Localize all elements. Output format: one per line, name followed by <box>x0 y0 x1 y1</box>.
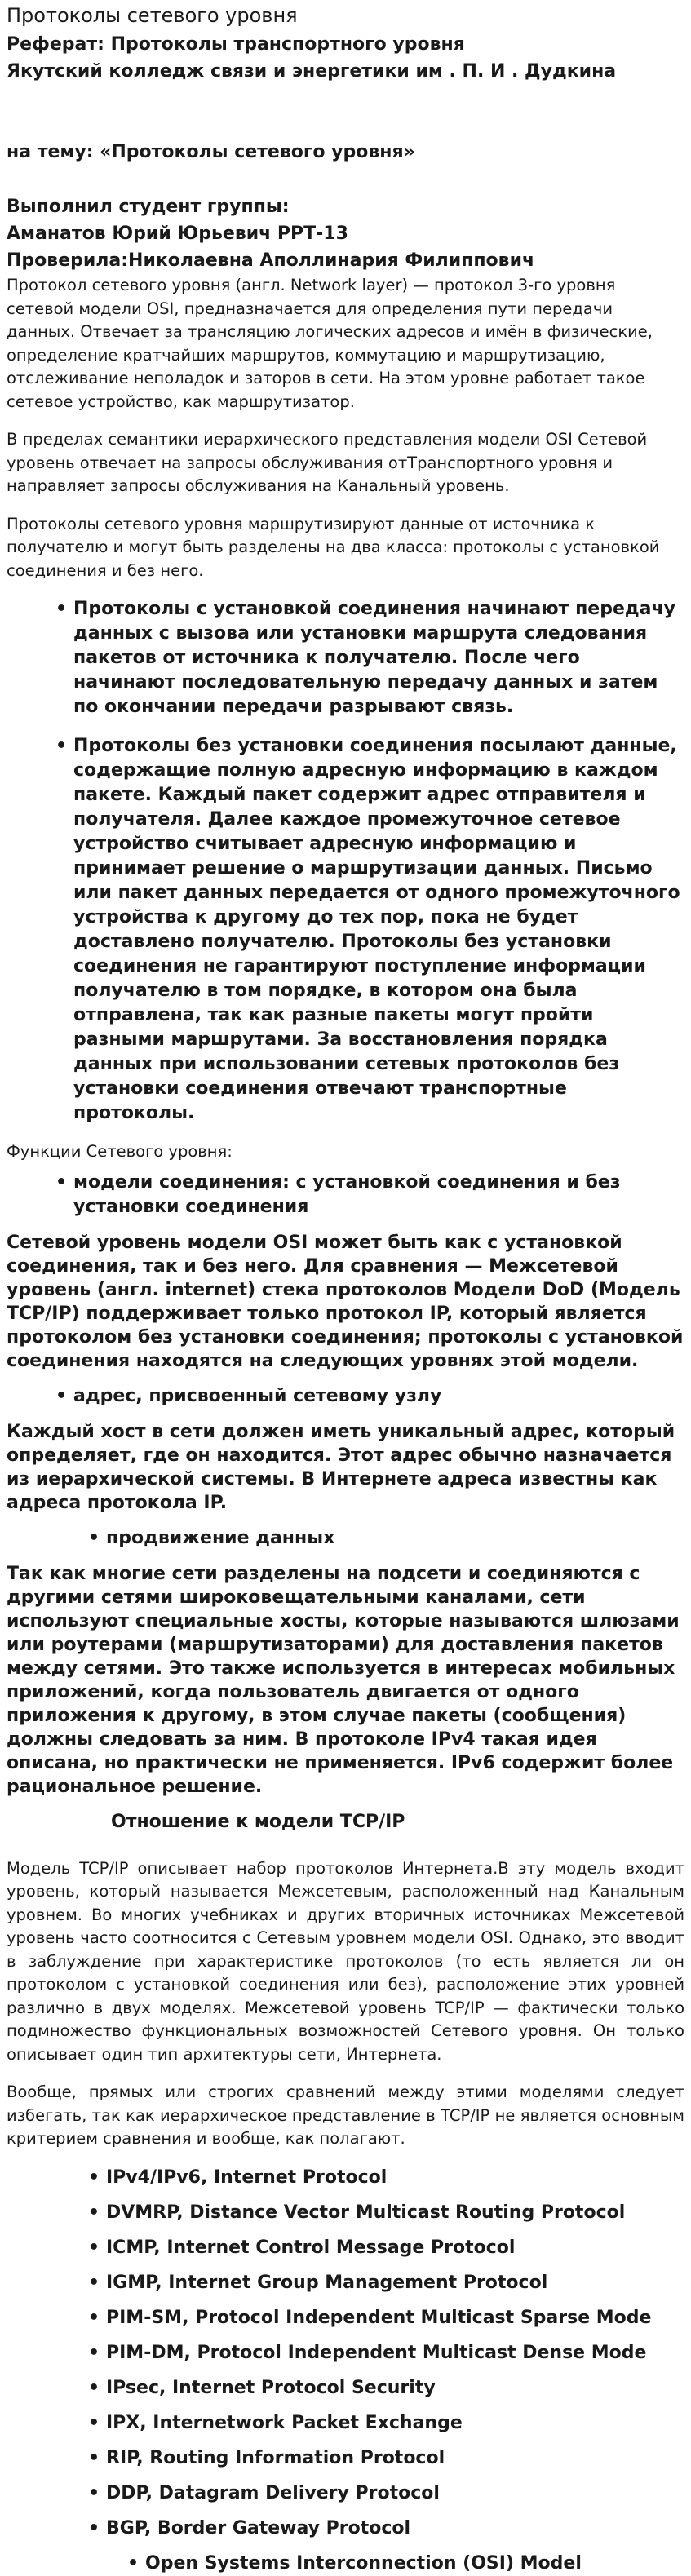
intro-paragraph-3: Протоколы сетевого уровня маршрутизируют данные от источника к получателю и могут быть разделены на два класса: протоколы с установкой соединения и без него. <box>7 514 660 580</box>
list-item: • PIM-DM, Protocol Independent Multicast Dense Mode <box>106 2341 684 2366</box>
list-item: • адрес, присвоенный сетевому узлу <box>73 1384 684 1409</box>
tcpip-paragraph-1: Модель TCP/IP описывает набор протоколов Интернета.В эту модель входит уровень, который называется Межсетевым, расположенный над Канальным уровнем. Во многих учебниках и других вторичных источниках Межсетевой уровень часто соотносится с Сетевым уровнем модели OSI. Однако, это вводит в заблуждение при характеристике протоколов (то есть является ли он протоколом с установкой соединения или без), расположение этих уровней различно в двух моделях. Межсетевой уровень TCP/IP — фактически только подмножество функциональных возможностей Сетевого уровня. Он только описывает один тип архитектуры сети, Интернета. <box>7 1858 684 2064</box>
student-name: Аманатов Юрий Юрьевич РРТ-13 <box>7 224 348 244</box>
list-item: • ICMP, Internet Control Message Protocol <box>106 2236 684 2260</box>
list-item: • DVMRP, Distance Vector Multicast Routing Protocol <box>106 2201 684 2225</box>
college-name: Якутский колледж связи и энергетики им . П. И . Дудкина <box>7 61 617 82</box>
page-title: Протоколы сетевого уровня <box>7 4 298 27</box>
functions-paragraph-2: Каждый хост в сети должен иметь уникальный адрес, который определяет, где он находится. Этот адрес обычно назначается из иерархической системы. В Интернете адреса известны как адреса протокола IP. <box>7 1421 675 1513</box>
list-item: • DDP, Datagram Delivery Protocol <box>106 2481 684 2506</box>
list-item: • RIP, Routing Information Protocol <box>106 2446 684 2471</box>
protocol-classes-list <box>7 597 684 1126</box>
list-item: • IPX, Internetwork Packet Exchange <box>106 2411 684 2436</box>
intro-paragraph-2: В пределах семантики иерархического представления модели OSI Сетевой уровень отвечает на запросы обслуживания отТранспортного уровня и направляет запросы обслуживания на Канальный уровень. <box>7 430 648 495</box>
intro-paragraph-1: Протокол сетевого уровня (англ. Network layer) — протокол 3-го уровня сетевой модели OSI, предназначается для определения пути передачи данных. Отвечает за трансляцию логических адресов и имён в физические, определение кратчайших маршрутов, коммутацию и маршрутизацию, отслеживание неполадок и заторов в сети. На этом уровне работает такое сетевое устройство, как маршрутизатор. <box>7 276 653 411</box>
functions-paragraph-3: Так как многие сети разделены на подсети и соединяются с другими сетями широковещательными каналами, сети используют специальные хосты, которые называются шлюзами или роутерами (маршрутизаторами) для доставления пакетов между сетями. Это также используется в интересах мобильных приложений, когда пользователь двигается от одного приложения к другому, в этом случае пакеты (сообщения) должны следовать за ним. В протоколе IPv4 такая идея описана, но практически не применяется. IPv6 содержит более рациональное решение. <box>7 1563 680 1797</box>
protocols-list <box>7 2166 684 2541</box>
student-label: Выполнил студент группы: <box>7 197 290 217</box>
list-item: • Open Systems Interconnection (OSI) Model <box>145 2552 684 2576</box>
list-item: • IGMP, Internet Group Management Protocol <box>106 2271 684 2295</box>
list-item: • Протоколы с установкой соединения начинают передачу данных с вызова или установки маршрута следования пакетов от источника к получателю. После чего начинают последовательную передачу данных и затем по окончании передачи разрывают связь. <box>73 597 684 719</box>
tcpip-heading: Отношение к модели TCP/IP <box>111 1811 405 1832</box>
functions-label: Функции Сетевого уровня: <box>7 1142 233 1161</box>
essay-topic: на тему: «Протоколы сетевого уровня» <box>7 142 415 162</box>
essay-title: Реферат: Протоколы транспортного уровня <box>7 34 465 55</box>
functions-list-1 <box>7 1171 684 1219</box>
functions-list-2 <box>7 1384 684 1409</box>
functions-paragraph-1: Сетевой уровень модели OSI может быть как с установкой соединения, так и без него. Для сравнения — Межсетевой уровень (англ. internet) стека протоколов Модели DoD (Модель TCP/IP) поддерживает только протокол IP, который является протоколом без установки соединения; протоколы с установкой соединения находятся на следующих уровнях этой модели. <box>7 1232 684 1371</box>
list-item: • модели соединения: с установкой соединения и без установки соединения <box>73 1171 684 1219</box>
list-item: • BGP, Border Gateway Protocol <box>106 2516 684 2541</box>
osi-list <box>7 2552 684 2576</box>
tcpip-paragraph-2: Вообще, прямых или строгих сравнений между этими моделями следует избегать, так как иерархическое представление в TCP/IP не является основным критерием сравнения и вообще, как полагают. <box>7 2082 684 2148</box>
document-page <box>0 3 691 2576</box>
list-item: • PIM-SM, Protocol Independent Multicast Sparse Mode <box>106 2306 684 2330</box>
functions-list-3 <box>7 1526 684 1551</box>
list-item: • IPsec, Internet Protocol Security <box>106 2376 684 2401</box>
list-item: • IPv4/IPv6, Internet Protocol <box>106 2166 684 2190</box>
list-item: • Протоколы без установки соединения посылают данные, содержащие полную адресную информацию в каждом пакете. Каждый пакет содержит адрес отправителя и получателя. Далее каждое промежуточное сетевое устройство считывает адресную информацию и принимает решение о маршрутизации данных. Письмо или пакет данных передается от одного промежуточного устройства к другому до тех пор, пока не будет доставлено получателю. Протоколы без установки соединения не гарантируют поступление информации получателю в том порядке, в котором она была отправлена, так как разные пакеты могут пройти разными маршрутами. За восстановления порядка данных при использовании сетевых протоколов без установки соединения отвечают транспортные протоколы. <box>73 734 684 1126</box>
checker-name: Проверила:Николаевна Аполлинария Филиппович <box>7 250 535 271</box>
list-item: • продвижение данных <box>106 1526 684 1551</box>
